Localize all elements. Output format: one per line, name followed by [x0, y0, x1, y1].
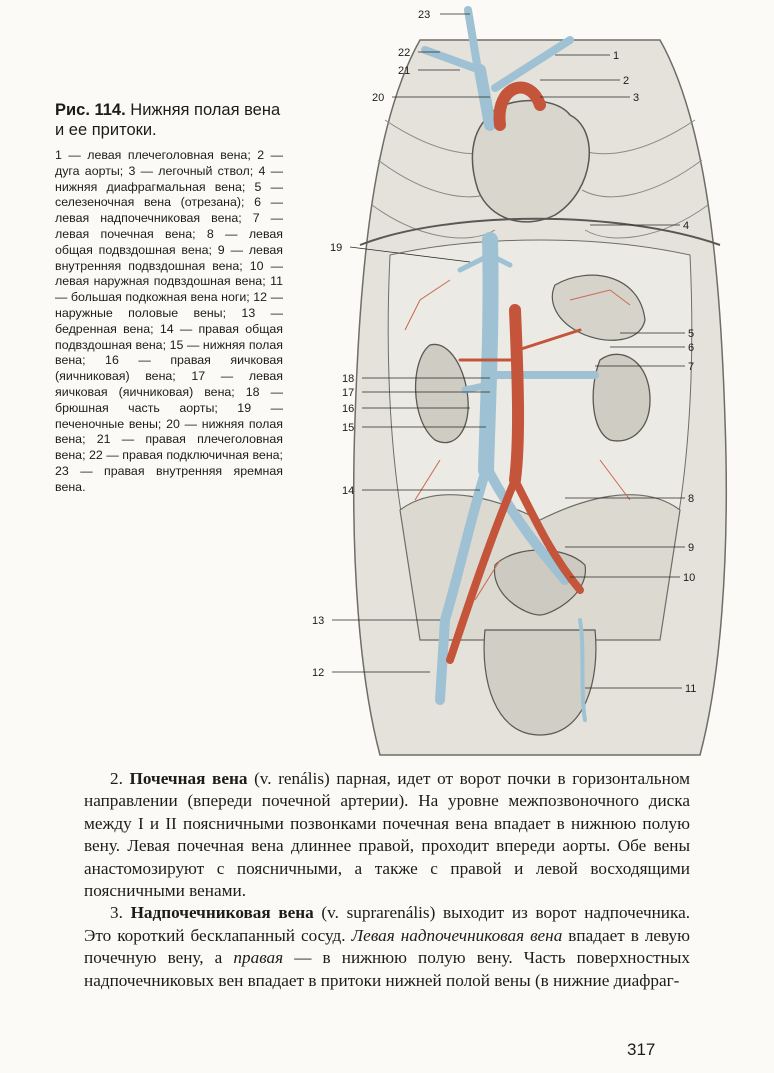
item-number: 3.	[110, 903, 123, 923]
right-renal-vein	[465, 385, 488, 390]
suprarenal-text-b: впадает в левую почечную вену, а	[84, 925, 690, 968]
page-number: 317	[627, 1040, 656, 1059]
label-1: 1	[613, 50, 620, 62]
anatomy-illustration	[300, 0, 774, 760]
label-3: 3	[633, 92, 640, 104]
label-23: 23	[418, 9, 431, 21]
label-19: 19	[330, 242, 343, 254]
figure-label: Рис. 114.	[55, 101, 126, 119]
label-6: 6	[688, 342, 695, 354]
inferior-vena-cava	[486, 240, 491, 470]
label-10: 10	[683, 572, 696, 584]
italic-left-suprarenal: Левая надпочечниковая вена	[351, 925, 563, 945]
label-8: 8	[688, 493, 695, 505]
label-5: 5	[688, 328, 695, 340]
caption-legend: 1 — левая плечеголовная вена; 2 — дуга аорты; 3 — легочный ствол; 4 — нижняя диафрагмальная вена; 5 — селезеночная вена (отрезана); 6 — левая надпочечниковая вена; 7 — левая почечная вена; 8 — левая общая подвздошная вена; 9 — левая внутренняя подвздошная вена; 10 — левая наружная подвздошная вена; 11 — большая подкожная вена ноги; 12 — наружные половые вены; 13 — бедренная вена; 14 — правая общая подвздошная вена; 15 — нижняя полая вена; 16 — правая яичковая (яичниковая) вена; 17 — левая яичковая (яичниковая) вена; 18 — брюшная часть аорты; 19 — печеночные вены; 20 — нижняя полая вена; 21 — правая плечеголовная вена; 22 — правая подключичная вена; 23 — правая внутренняя яремная вена.	[55, 148, 283, 494]
term-suprarenal-vein: Надпочечниковая вена	[130, 903, 314, 923]
label-11: 11	[685, 683, 697, 695]
label-4: 4	[683, 220, 690, 232]
suprarenal-text-c: — в нижнюю полую вену. Часть поверхностных надпочечниковых вен впадает в притоки нижней полой вены (в нижние диафраг-	[84, 948, 691, 990]
figure-title: Нижняя полая вена и ее притоки.	[55, 101, 281, 139]
inferior-vena-cava-figure	[300, 0, 774, 760]
figure-caption	[55, 100, 283, 496]
label-15: 15	[342, 422, 355, 434]
paragraph-suprarenal-vein	[84, 902, 690, 992]
item-number: 2.	[110, 769, 123, 788]
label-7: 7	[688, 361, 695, 373]
label-14: 14	[342, 485, 355, 497]
label-18: 18	[342, 373, 355, 385]
caption-title	[55, 100, 283, 140]
label-9: 9	[688, 542, 695, 554]
label-12: 12	[312, 667, 325, 679]
paragraph-renal-vein	[84, 768, 690, 902]
label-13: 13	[312, 615, 325, 627]
label-21: 21	[398, 65, 411, 77]
label-2: 2	[623, 75, 630, 87]
term-renal-vein: Почечная вена	[129, 769, 248, 788]
suprarenal-text-a: (v. suprarenális) выходит из ворот надпочечника. Это короткий бесклапанный сосуд.	[84, 903, 691, 945]
label-16: 16	[342, 403, 355, 415]
label-17: 17	[342, 387, 355, 399]
label-22: 22	[398, 47, 411, 59]
italic-right: правая	[233, 948, 284, 968]
label-20: 20	[372, 92, 385, 104]
abdominal-aorta	[515, 310, 518, 480]
body-text	[84, 768, 690, 992]
renal-vein-text: (v. renális) парная, идет от ворот почки в горизонтальном направлении (впереди почечной артерии). На уровне межпозвоночного диска между I и II поясничными позвонками почечная вена впадает в нижнюю полую вену. Левая почечная вена длиннее правой, проходит впереди аорты. Обе вены анастомозируют с поясничными, а также с правой и левой восходящими поясничными венами.	[84, 769, 690, 901]
